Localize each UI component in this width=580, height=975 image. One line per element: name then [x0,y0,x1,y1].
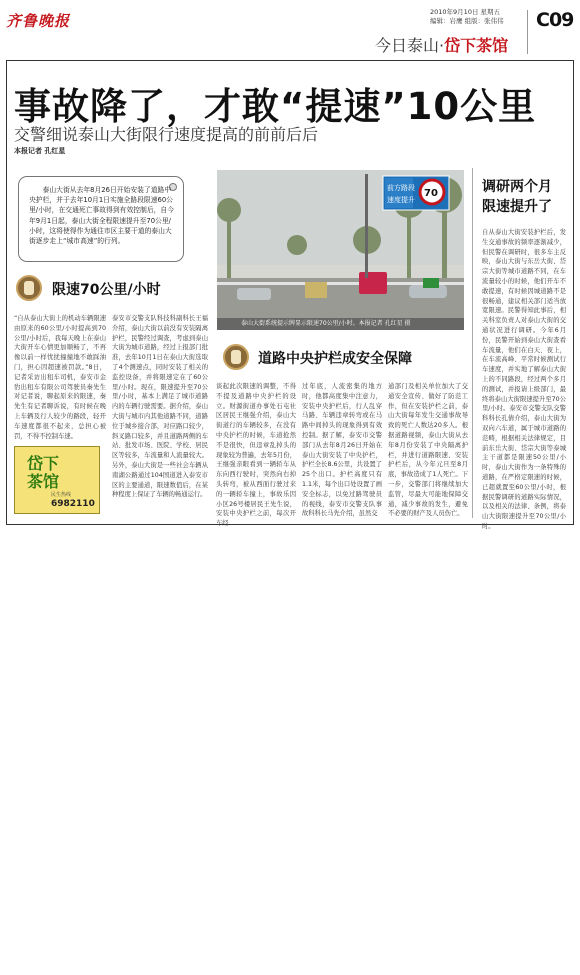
body-column-1: “自从泰山大街上的机动车辆限速由原来的60公里/小时提高到70公里/小时后，我每天晚上在泰山大街开车心情更加顺畅了，不再像以前一样忧扰撞撞地不敢踩油门，担心因超速被罚款。”8日，记者采访出租车司机，泰安市金豹出租车有限公司驾驶员秦先生对记者说，聊起原来的限速，秦先生有记者聊诉说，有时候在晚上车辆及行人较少的路段，轻开车速度都很不起来，总担心被罚，不得不控制车速。 [14,315,106,440]
editors-line: 编辑：岩鹰 组版：张伟伟 [430,17,504,25]
sidebar-body: 自从泰山大街安装护栏后，发生交通事故的频率逐渐减少，但民警在调研时，很多车主反映，泰山大街与东岳大街、岱宗大街等城市道路不同，在车流量较小的时候，他们开车不敢提速，有时候因城道路不是很畅通，建议相关部门适当放宽限速。民警得知此事后，相关科室负责人对泰山大街的交通状况进行调研。今年6月份，民警开始到泰山大街查看车流量，他们在白天、夜上，在车流高峰、平常时候测试行车速度，并实地了解泰山大街上的不同路段，经过两个多月的测试，并报请上级部门，最终将泰山大街限速提升至70公里/小时。泰安市交警支队交警科科长孔倩介绍，泰山大街为双向六车道，属于城市道路的范畴，根据相关法律规定，目前东岳大街、岱宗大街等泰城主干道都是限速50公里/小时，泰山大街作为一条特殊的道路，在严格定限速的时候，已超就置至60公里/小时，根据民警调研的道路实际情况，以及相关的法律、条例，将泰山大街限速提升至70公里/小时。 [482,229,566,530]
section-title: 岱下茶馆 [444,36,509,55]
article-headline: 事故降了，才敢“提速”10公里 [14,85,537,128]
article-byline: 本报记者 孔红星 [14,147,66,155]
body-column-4: 过年底，人流密集的地方时，他都高度集中注意力，安装中央护栏后，行人乱穿马路、车辆违章转弯或在马路中间掉头的现象得到有效控制。据了解，泰安市交警部门从去年8月26日开始在泰山大街安装了中央护栏，护栏全长8.6公里，共设置了25个出口。护栏高度只有1.1米，每个出口处设置了画安全标志，以免过路驾驶员的视线，泰安市交警支队事故科科长马先介绍，虽然交 [302,383,382,518]
photo-sign-top: 前方路段 [387,184,415,192]
photo-caption: 泰山大街系统提示牌显示限速70公里/小时。本报记者 孔红星 摄 [217,318,464,330]
section-badge-icon [223,344,249,370]
street-scene-image [217,170,464,330]
photo-sign-bottom: 速度提升 [387,196,415,204]
sidebar-divider [472,168,473,518]
ad-label: 民生热线 [51,492,72,498]
lead-box [18,176,184,262]
date-line: 2010年9月10日 星期五 [430,8,501,16]
ad-box [14,446,100,514]
lead-paragraph: 泰山大街从去年8月26日开始安装了道路中央护栏，并于去年10月1日实施全路段限速60公里/小时，在交通死亡事故得到有效控制后，自今年9月1日起，泰山大街全程限速提升至70公里/小时，这将使得作为通往市区主要干道的泰山大街逐步走上“城市高速”的行列。 [29,186,175,246]
article-subheadline: 交警细说泰山大街限行速度提高的前前后后 [14,125,319,144]
sidebar-title-line-2: 限速提升了 [482,199,552,215]
photo-sign-speed: 70 [424,188,438,199]
page-number: C09 [536,9,574,31]
body-column-2: 泰安市交警支队科技科副科长王福介绍，泰山大街以前没有安装隔离护栏，民警经过调查，考虑到泰山大街为城市道路，经过上报部门批准，去年10月1日在泰山大街选取了4个测速点，同时安装了相关的监控设备，并将限速定在了60公里/小时。现在，限速提升至70公里/小时，基本上满足了城市道路内的车辆行驶需要。据介绍，泰山大街与城市内其他道路不同，道路位于城乡接合部，对应路口较少，斜叉路口较多，并且道路两侧的车站、批发市场、医院、学校、居民区等较多，车流量和人流量较大。另外，泰山大街是一些社会车辆从南湖公路通过104国道进入泰安市区的主要通道，限速数值后，在某种程度上保证了车辆的畅通运行。 [112,315,208,499]
section-prefix: 今日泰山· [375,36,445,55]
section-name [375,33,508,56]
section2-title: 道路中央护栏成安全保障 [258,351,412,367]
newspaper-logo: 齐鲁晚报 [6,12,71,30]
issue-date [430,8,504,26]
masthead-divider [527,10,528,54]
body-column-3: 谈起此次限速的调整，不得不提及道路中央护栏的设立。财源街道办事处石屯社区居民王继强介绍，泰山大街道行的车辆较多，在没有中央护栏的时候，车道抢然不是很快，但违章乱掉头的现象较为普遍，去年5月份，王继强亲眼看到一辆轿车从东向西行驶时，突然向右掉头转弯，被从西面行驶过来的一辆轿车撞上，事故乐因小区26号楼居民王先生说，安装中央护栏之前，每次开车经 [216,383,296,528]
sidebar-title-line-1: 调研两个月 [482,179,552,195]
section1-title: 限速70公里/小时 [52,282,161,298]
news-photo [217,170,464,330]
ad-phone: 6982110 [51,499,95,509]
body-column-5: 通部门及相关单位加大了交通安全宣传、做好了防范工作，但在安装护栏之前，泰山大街每年发生交通事故导致的死亡人数达20多人。根据道路视频，泰山大街从去年8月份安装了中央隔离护栏，并进行道路限速、安装护栏后，从今年元旦至8月底，事故造成了1人死亡。下一步，交警部门将继续加大监管，尽最大可能地保障交通，减少事故的发生，避免不必要的财产及人员伤亡。 [388,383,468,518]
ad-title: 岱下茶馆 [27,454,60,491]
section-badge-icon [16,275,42,301]
